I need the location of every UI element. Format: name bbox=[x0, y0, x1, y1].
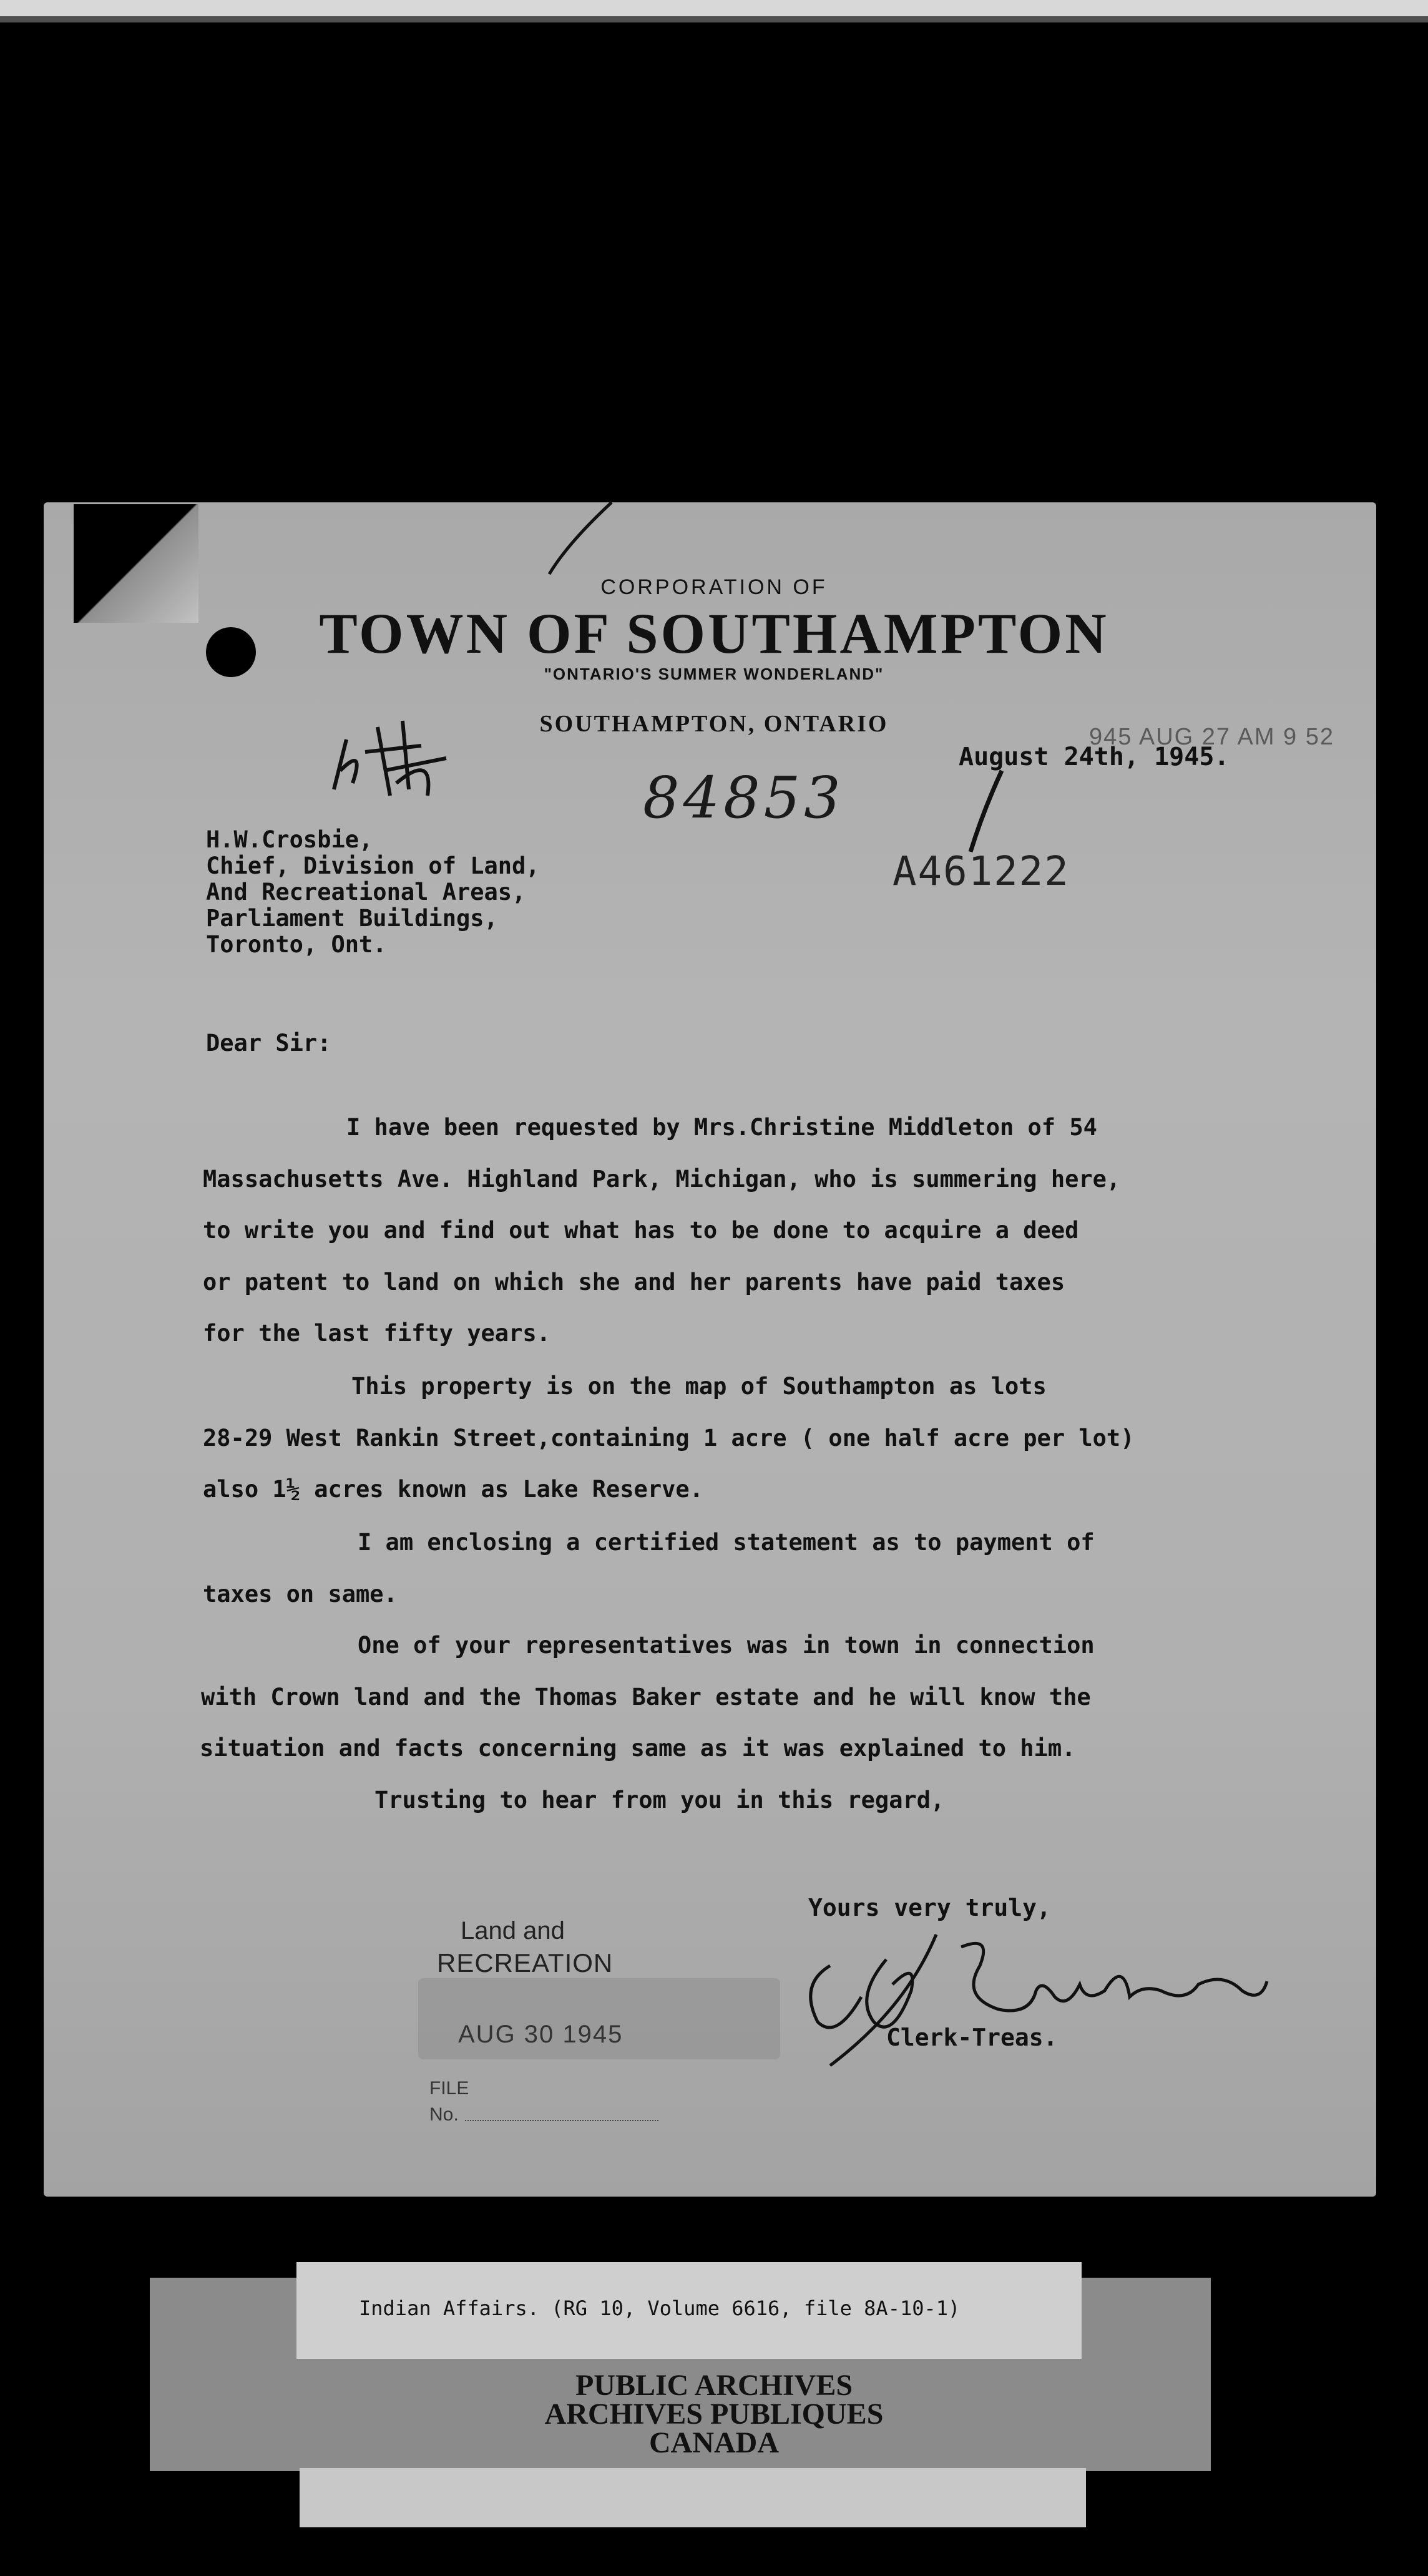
recipient-line: And Recreational Areas, bbox=[206, 879, 526, 905]
letterhead-motto: "ONTARIO'S SUMMER WONDERLAND" bbox=[544, 665, 884, 683]
dept-stamp-line2: RECREATION bbox=[437, 1948, 614, 1978]
recipient-line: Toronto, Ont. bbox=[206, 931, 387, 958]
body-line: 28-29 West Rankin Street,containing 1 acre ( one half acre per lot) bbox=[203, 1425, 1135, 1451]
letterhead-town: TOWN OF SOUTHAMPTON bbox=[319, 602, 1109, 665]
dept-stamp-line1: Land and bbox=[461, 1917, 565, 1944]
letterhead-location: SOUTHAMPTON, ONTARIO bbox=[539, 711, 889, 737]
body-line: situation and facts concerning same as it was explained to him. bbox=[200, 1735, 1076, 1762]
body-line: to write you and find out what has to be done to acquire a deed bbox=[203, 1217, 1079, 1244]
archive-line2: ARCHIVES PUBLIQUES bbox=[544, 2398, 884, 2431]
body-line: or patent to land on which she and her parents have paid taxes bbox=[203, 1269, 1065, 1295]
recipient-line: H.W.Crosbie, bbox=[206, 826, 373, 853]
pen-stroke-icon bbox=[958, 768, 1014, 855]
archive-line1: PUBLIC ARCHIVES bbox=[575, 2369, 853, 2402]
salutation: Dear Sir: bbox=[206, 1030, 331, 1056]
letterhead-corporation: CORPORATION OF bbox=[600, 575, 828, 599]
handwritten-initials-icon bbox=[309, 677, 471, 808]
body-line: Trusting to hear from you in this regard, bbox=[374, 1787, 945, 1813]
recipient-address bbox=[206, 827, 540, 958]
archive-line3: CANADA bbox=[649, 2426, 779, 2459]
closing: Yours very truly, bbox=[808, 1894, 1051, 1921]
archive-label-bottom bbox=[300, 2468, 1086, 2527]
body-line: taxes on same. bbox=[203, 1581, 398, 1608]
body-line: One of your representatives was in town in connection bbox=[358, 1632, 1095, 1659]
archive-reference: Indian Affairs. (RG 10, Volume 6616, file 8A-10-1) bbox=[359, 2296, 961, 2320]
file-no-line bbox=[465, 2120, 658, 2121]
body-line: I have been requested by Mrs.Christine Middleton of 54 bbox=[346, 1114, 1097, 1141]
received-time-stamp: 945 AUG 27 AM 9 52 bbox=[1089, 724, 1335, 750]
file-label: FILE bbox=[429, 2078, 469, 2099]
signer-title: Clerk-Treas. bbox=[886, 2024, 1058, 2051]
body-line: with Crown land and the Thomas Baker estate and he will know the bbox=[201, 1684, 1091, 1710]
body-line: This property is on the map of Southampton as lots bbox=[351, 1373, 1047, 1400]
body-line: for the last fifty years. bbox=[203, 1320, 550, 1347]
scan-top-edge bbox=[0, 0, 1428, 16]
scan-top-shadow bbox=[0, 16, 1428, 22]
dept-stamp-date: AUG 30 1945 bbox=[458, 2021, 624, 2048]
body-line: also 1½ acres known as Lake Reserve. bbox=[203, 1476, 703, 1503]
body-line: Massachusetts Ave. Highland Park, Michigan, who is summering here, bbox=[203, 1166, 1121, 1193]
file-number: A461222 bbox=[893, 849, 1070, 895]
recipient-line: Parliament Buildings, bbox=[206, 905, 498, 932]
check-mark-icon bbox=[543, 499, 618, 580]
handwritten-number: 84853 bbox=[643, 764, 844, 831]
letter-date: August 24th, 1945. bbox=[959, 743, 1230, 771]
file-no-label: No. bbox=[429, 2104, 459, 2125]
body-line: I am enclosing a certified statement as to payment of bbox=[358, 1529, 1095, 1556]
recipient-line: Chief, Division of Land, bbox=[206, 852, 540, 879]
